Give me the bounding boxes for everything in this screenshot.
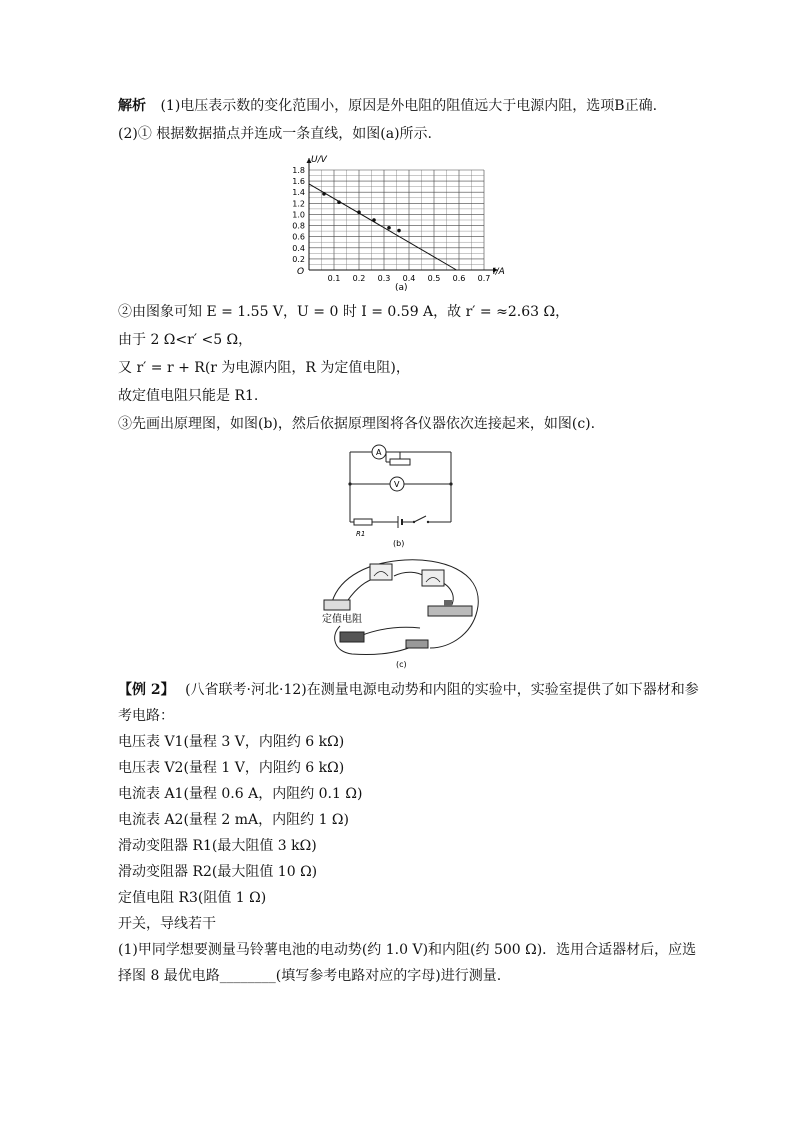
x-tick-label: 0.2 bbox=[352, 274, 366, 283]
analysis-p7: ③先画出原理图，如图(b)，然后依据原理图将各仪器依次连接起来，如图(c). bbox=[118, 416, 596, 432]
resistor-r1-symbol bbox=[354, 519, 372, 525]
analysis-p1: (1)电压表示数的变化范围小，原因是外电阻的阻值远大于电源内阻，选项B正确. bbox=[160, 98, 658, 114]
analysis-p4: 由于 2 Ω<r′ <5 Ω， bbox=[118, 332, 253, 348]
analysis-p6: 故定值电阻只能是 R1. bbox=[118, 388, 259, 404]
figure-c-caption: (c) bbox=[396, 660, 407, 669]
data-point bbox=[357, 210, 361, 214]
y-tick-label: 1.6 bbox=[292, 177, 305, 187]
figure-a-chart bbox=[285, 150, 525, 295]
data-point bbox=[322, 192, 326, 196]
example-intro-line bbox=[118, 680, 699, 700]
analysis-line-1 bbox=[118, 96, 657, 116]
voltmeter-label: V bbox=[394, 480, 400, 489]
data-point bbox=[372, 218, 376, 222]
y-tick-label: 0.2 bbox=[292, 254, 305, 264]
equipment-item: 滑动变阻器 R1(最大阻值 3 kΩ) bbox=[118, 838, 317, 854]
x-axis-label: I/A bbox=[493, 267, 505, 277]
equipment-item: 定值电阻 R3(阻值 1 Ω) bbox=[118, 890, 267, 906]
equipment-item: 电流表 A1(量程 0.6 A，内阻约 0.1 Ω) bbox=[118, 786, 363, 802]
figure-b-circuit bbox=[338, 442, 463, 552]
equipment-item: 开关，导线若干 bbox=[118, 916, 216, 932]
rheostat-device bbox=[428, 606, 472, 616]
question-1-line-2: 择图 8 最优电路________(填写参考电路对应的字母)进行测量. bbox=[118, 968, 502, 984]
y-tick-label: 0.6 bbox=[292, 232, 305, 242]
resistor-label: R1 bbox=[356, 530, 366, 538]
origin-label: O bbox=[297, 267, 305, 277]
example-tag: 【例 2】 bbox=[118, 682, 175, 698]
chart-axes bbox=[307, 158, 499, 273]
figure-c-wiring bbox=[310, 556, 490, 671]
switch-symbol bbox=[414, 516, 426, 522]
equipment-item: 电压表 V2(量程 1 V，内阻约 6 kΩ) bbox=[118, 760, 345, 776]
data-point bbox=[337, 200, 341, 204]
example-intro: (八省联考·河北·12)在测量电源电动势和内阻的实验中，实验室提供了如下器材和参 bbox=[185, 682, 699, 698]
analysis-p3: ②由图象可知 E = 1.55 V，U = 0 时 I = 0.59 A，故 r′ = ≈2.63 Ω， bbox=[118, 304, 570, 320]
y-axis-label: U/V bbox=[311, 155, 327, 165]
analysis-p2: (2)① 根据数据描点并连成一条直线，如图(a)所示. bbox=[118, 126, 433, 142]
ammeter-device bbox=[422, 570, 444, 586]
y-tick-label: 1.0 bbox=[292, 210, 305, 220]
analysis-p5: 又 r′ = r + R(r 为电源内阻，R 为定值电阻)， bbox=[118, 360, 410, 376]
fixed-resistor-device bbox=[324, 600, 350, 610]
y-tick-label: 1.4 bbox=[292, 188, 305, 198]
y-tick-label: 1.2 bbox=[292, 199, 305, 209]
x-tick-label: 0.6 bbox=[452, 274, 466, 283]
example-intro-2: 考电路： bbox=[118, 708, 174, 724]
fixed-resistor-label: 定值电阻 bbox=[322, 614, 362, 625]
y-tick-label: 1.8 bbox=[292, 166, 305, 175]
y-tick-label: 0.4 bbox=[292, 243, 305, 253]
chart-ticks bbox=[292, 166, 490, 283]
chart-marks bbox=[309, 184, 457, 270]
analysis-label: 解析 bbox=[118, 98, 146, 114]
figure-b-caption: (b) bbox=[393, 539, 405, 548]
voltmeter-device bbox=[370, 564, 392, 580]
x-tick-label: 0.3 bbox=[377, 274, 391, 283]
equipment-item: 电压表 V1(量程 3 V，内阻约 6 kΩ) bbox=[118, 734, 345, 750]
x-tick-label: 0.5 bbox=[427, 274, 441, 283]
x-tick-label: 0.7 bbox=[477, 274, 491, 283]
chart-grid bbox=[309, 170, 484, 270]
equipment-item: 滑动变阻器 R2(最大阻值 10 Ω) bbox=[118, 864, 318, 880]
figure-a-caption: (a) bbox=[395, 283, 408, 293]
rheostat-symbol bbox=[390, 459, 410, 465]
ammeter-label: A bbox=[376, 448, 382, 457]
battery-device bbox=[340, 632, 364, 642]
y-tick-label: 0.8 bbox=[292, 221, 305, 231]
equipment-item: 电流表 A2(量程 2 mA，内阻约 1 Ω) bbox=[118, 812, 349, 828]
question-1-line-1: (1)甲同学想要测量马铃薯电池的电动势(约 1.0 V)和内阻(约 500 Ω)．选用合适器材后，应选 bbox=[118, 942, 697, 958]
x-tick-label: 0.1 bbox=[327, 274, 341, 283]
fit-line bbox=[309, 184, 457, 270]
data-point bbox=[387, 226, 391, 230]
x-tick-label: 0.4 bbox=[402, 274, 416, 283]
data-point bbox=[397, 229, 401, 233]
switch-device bbox=[406, 640, 428, 648]
